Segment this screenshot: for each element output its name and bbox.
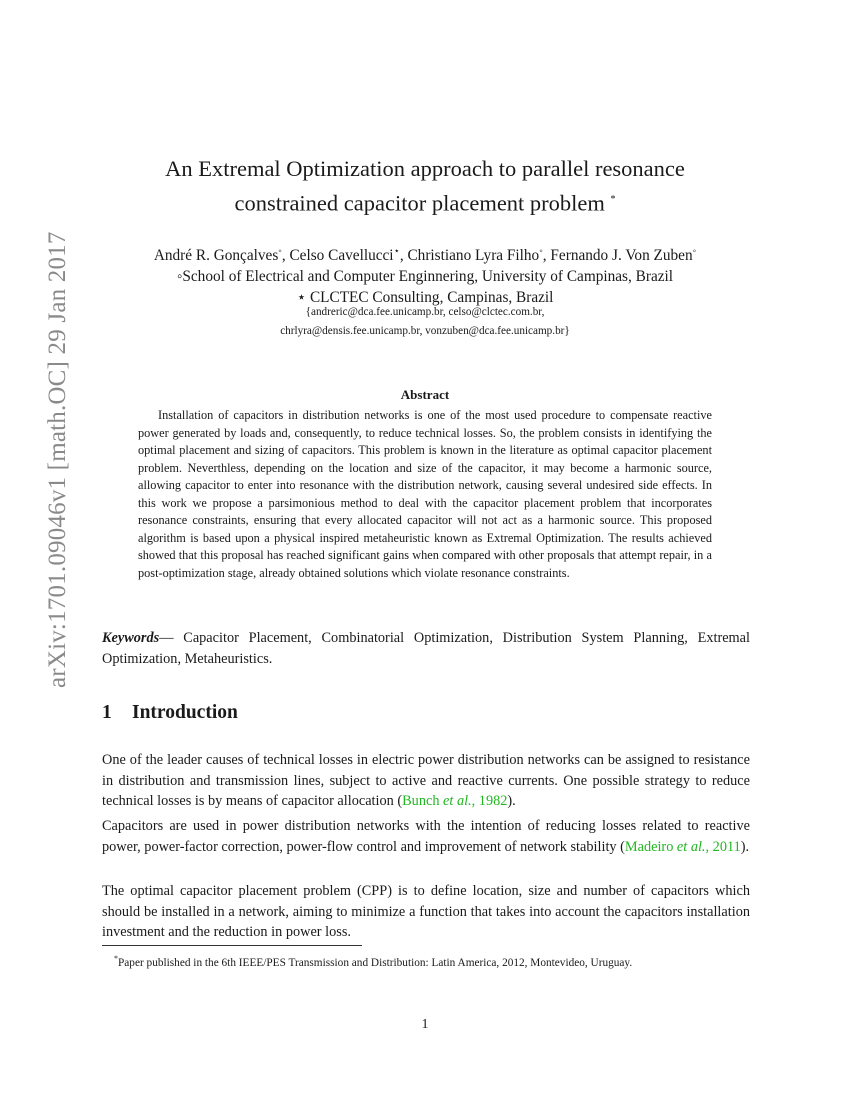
- title-line-1: An Extremal Optimization approach to parallel resonance: [165, 156, 685, 181]
- author: Christiano Lyra Filho: [407, 247, 540, 265]
- paper-title: [0, 153, 850, 219]
- citation-link[interactable]: Bunch et al., 1982: [402, 793, 508, 809]
- author-list: André R. Gonçalves◦, Celso Cavellucci⋆, Christiano Lyra Filho◦, Fernando J. Von Zuben◦: [153, 246, 697, 265]
- author: Celso Cavellucci: [289, 247, 394, 265]
- abstract-text: Installation of capacitors in distribution networks is one of the most used procedure to compensate reactive power generated by loads and, consequently, to reduce technical losses. So, the problem consists in identifying the optimal placement and sizing of capacitors. This problem is known in the literature as optimal capacitor placement problem. Neverthless, depending on the location and size of the capacitor, it may become a harmonic source, allowing capacitor to enter into resonance with the distribution network, causing several undesired side effects. In this work we propose a parsimonious method to deal with the capacitor placement problem that incorporates resonance constraints, ensuring that every allocated capacitor will not act as a harmonic source. This proposed algorithm is based upon a physical inspired metaheuristic known as Extremal Optimization. The results achieved showed that this proposal has reached significant gains when compared with other proposals that attempt repair, in a post-optimization stage, already obtained solutions which violate resonance constraints.: [138, 408, 712, 580]
- citation-link[interactable]: Madeiro et al., 2011: [624, 838, 741, 855]
- footnote-divider: [102, 945, 362, 946]
- footnote-mark: *: [114, 954, 118, 963]
- keywords-list: Capacitor Placement, Combinatorial Optimization, Distribution System Planning, Extremal Optimization, Metaheuristics.: [102, 630, 750, 667]
- author-emails: {andreric@dca.fee.unicamp.br, celso@clctec.com.br, chrlyra@densis.fee.unicamp.br, vonzuben@dca.fee.unicamp.br}: [280, 306, 570, 337]
- title-footnote-mark: *: [610, 194, 616, 205]
- title-line-2: constrained capacitor placement problem *: [234, 190, 616, 216]
- keywords-label: Keywords: [102, 630, 160, 646]
- keywords: Keywords— Capacitor Placement, Combinatorial Optimization, Distribution System Planning, Extremal Optimization, Metaheuristics.: [102, 630, 750, 667]
- author: André R. Gonçalves: [153, 247, 279, 265]
- paragraph: Capacitors are used in power distribution networks with the intention of reducing losses related to reactive power, power-factor correction, power-flow control and improvement of network stability (Madeiro et al., 2011).: [102, 818, 750, 855]
- abstract-heading: Abstract: [400, 387, 450, 402]
- arxiv-identifier: arXiv:1701.09046v1 [math.OC] 29 Jan 2017: [44, 231, 71, 688]
- section-number: 1: [102, 702, 112, 723]
- affiliation: ⋆ CLCTEC Consulting, Campinas, Brazil: [296, 289, 554, 307]
- section-heading: [102, 702, 238, 724]
- author: Fernando J. Von Zuben: [550, 247, 693, 265]
- paragraph: The optimal capacitor placement problem (CPP) is to define location, size and number of capacitors which should be installed in a network, aiming to minimize a function that takes into account the capacitors installation investment and the reduction in power loss.: [102, 883, 750, 940]
- footnote: *Paper published in the 6th IEEE/PES Transmission and Distribution: Latin America, 2012, Montevideo, Uruguay.: [114, 954, 633, 969]
- page-number: 1: [421, 1017, 429, 1032]
- paragraph: One of the leader causes of technical losses in electric power distribution networks can be assigned to resistance in distribution and transmission lines, subject to active and reactive currents. One possible strategy to reduce technical losses is by means of capacitor allocation (Bunch et al., 1982).: [102, 752, 750, 809]
- author-block: [0, 241, 850, 308]
- section-title: Introduction: [132, 702, 238, 723]
- affiliation: ◦School of Electrical and Computer Enginnering, University of Campinas, Brazil: [176, 268, 674, 286]
